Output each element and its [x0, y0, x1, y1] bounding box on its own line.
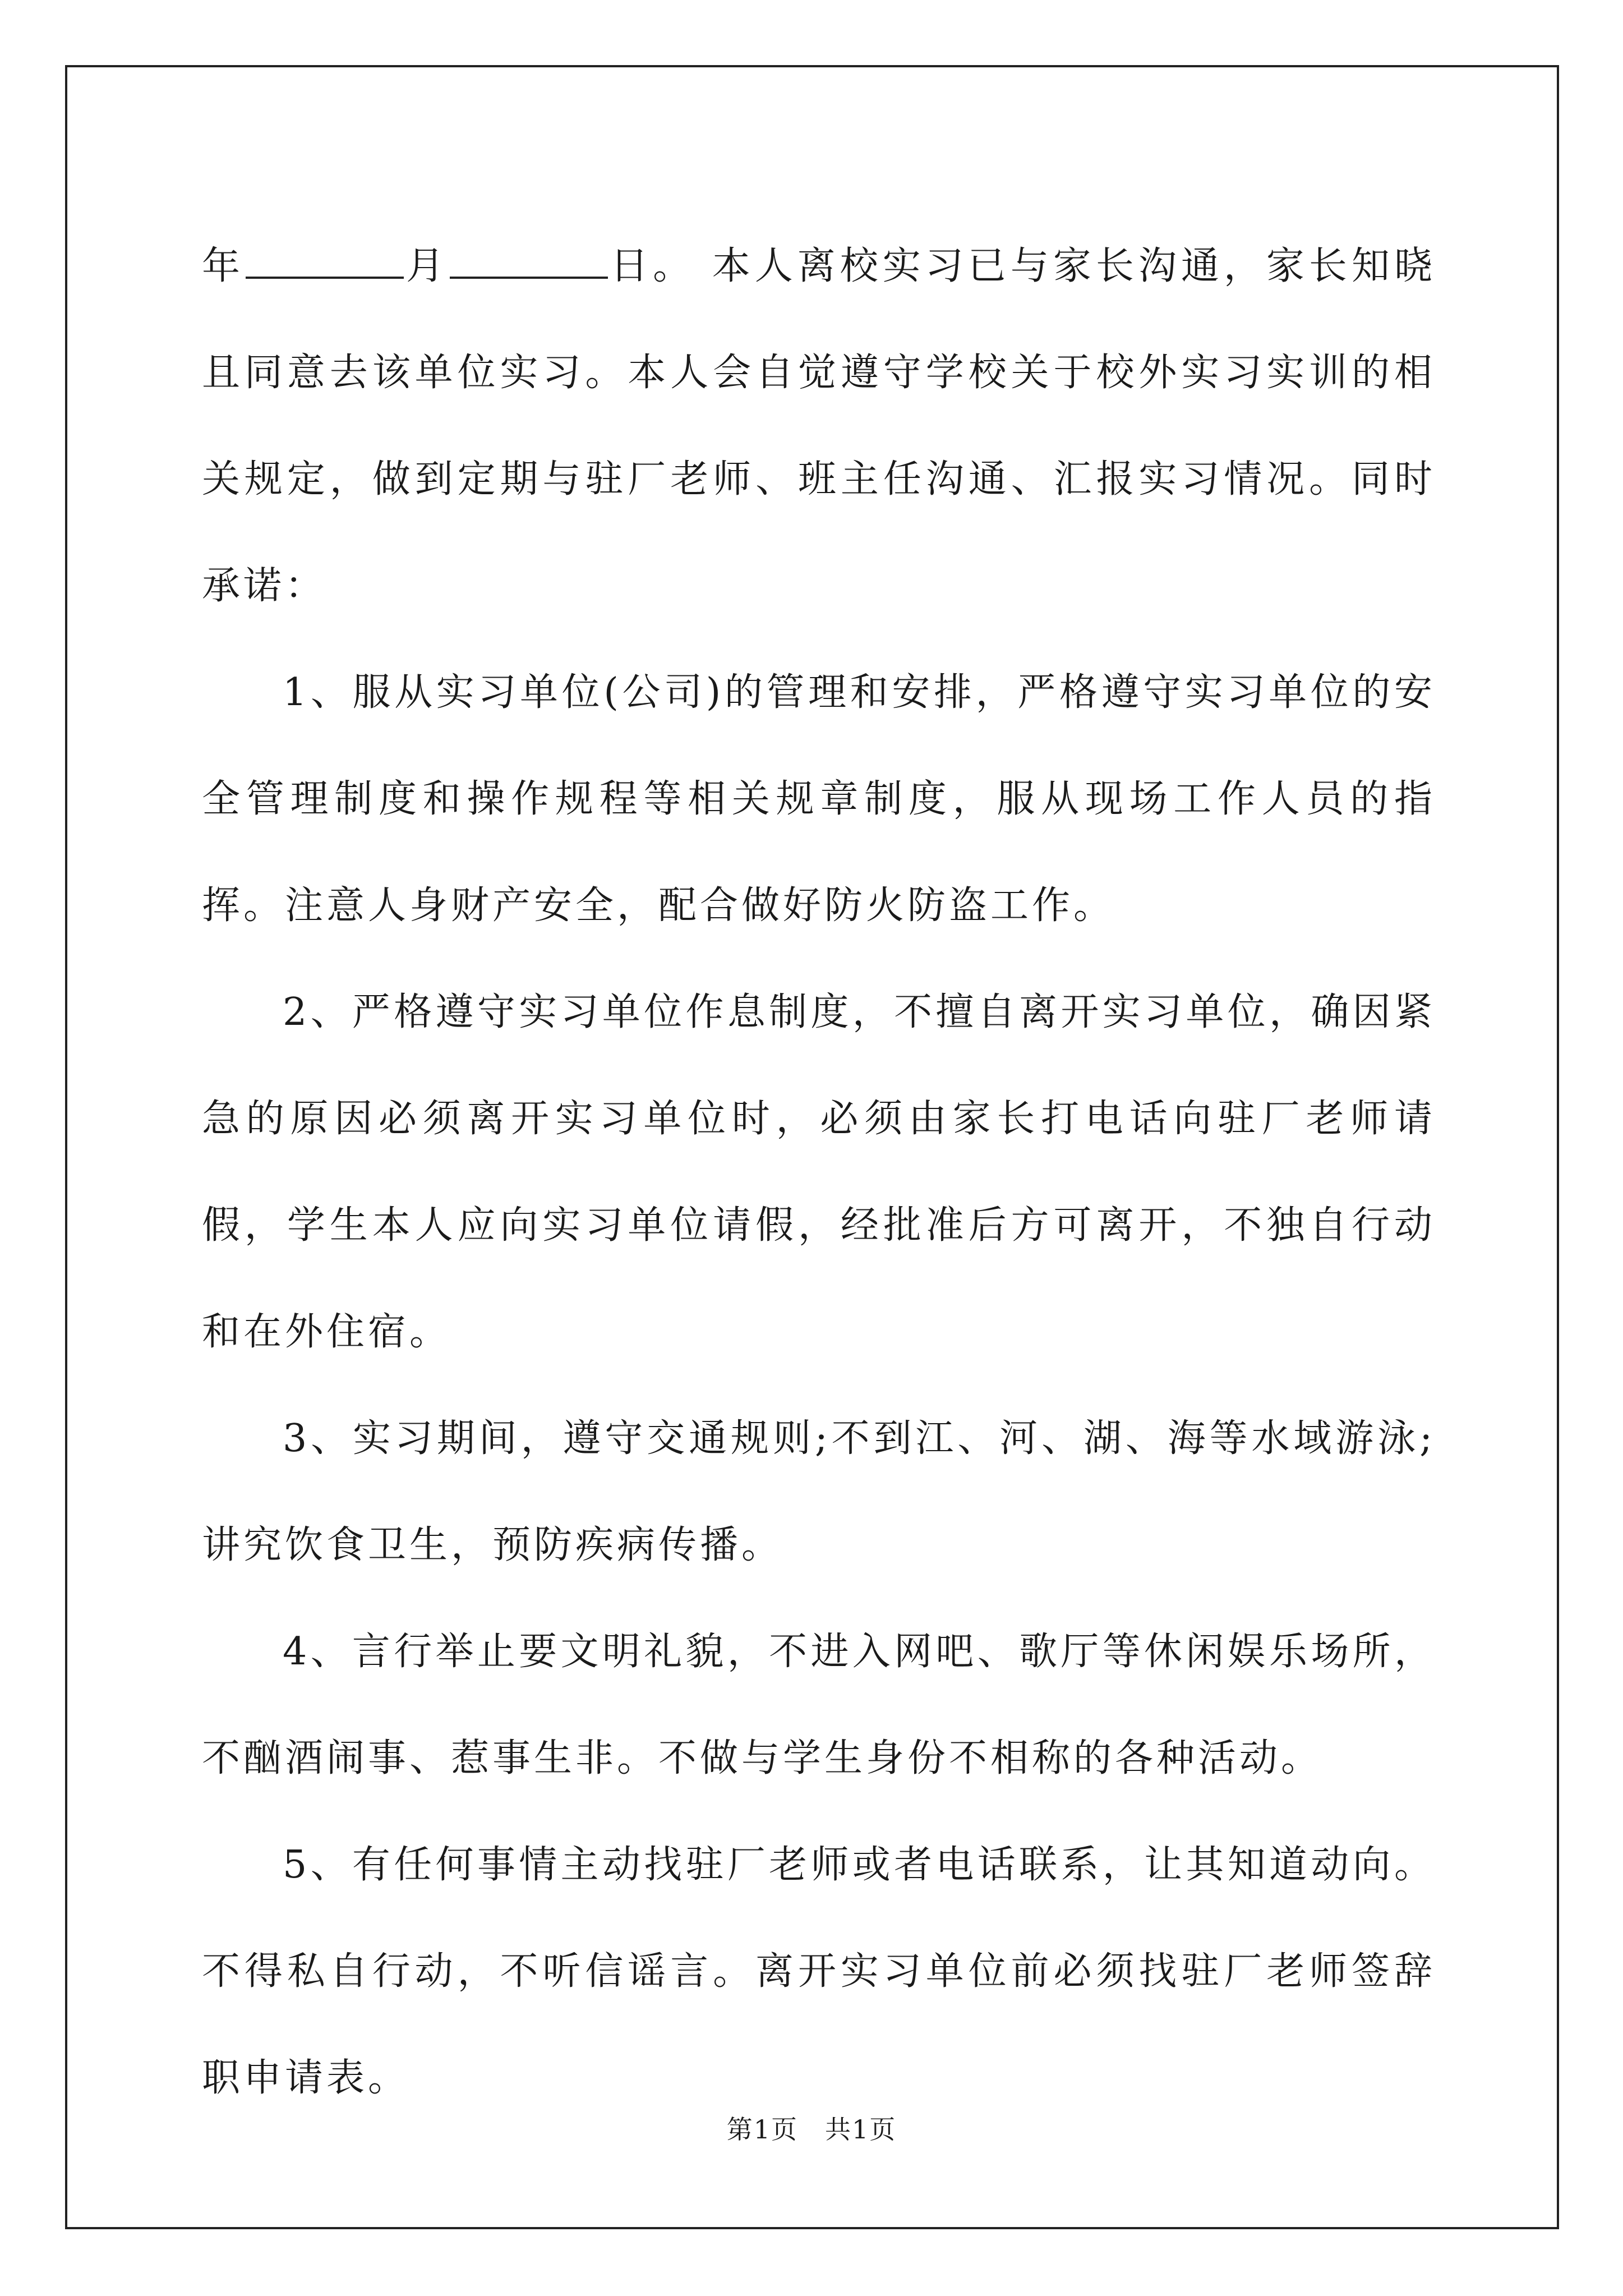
commitment-item-1: 1、服从实习单位(公司)的管理和安排，严格遵守实习单位的安全管理制度和操作规程等相关规章制度，服从现场工作人员的指挥。注意人身财产安全，配合做好防火防盗工作。: [202, 670, 1436, 928]
intro-paragraph: [202, 213, 1436, 639]
page-number-footer: 第1页 共1页: [726, 2114, 897, 2145]
commitment-item-2: 2、严格遵守实习单位作息制度，不擅自离开实习单位，确因紧急的原因必须离开实习单位时，必须由家长打电话向驻厂老师请假，学生本人应向实习单位请假，经批准后方可离开，不独自行动和在外住宿。: [202, 990, 1436, 1354]
commitment-item-4: 4、言行举止要文明礼貌，不进入网吧、歌厅等休闲娱乐场所，不酗酒闹事、惹事生非。不做与学生身份不相称的各种活动。: [202, 1630, 1436, 1780]
commitment-item-3: 3、实习期间，遵守交通规则;不到江、河、湖、海等水域游泳;讲究饮食卫生，预防疾病传播。: [202, 1416, 1436, 1567]
year-label: 年: [202, 244, 245, 288]
month-blank: [246, 244, 404, 279]
commitment-item-5: 5、有任何事情主动找驻厂老师或者电话联系，让其知道动向。不得私自行动，不听信谣言。离开实习单位前必须找驻厂老师签辞职申请表。: [202, 1843, 1436, 2100]
month-label: 月: [405, 244, 449, 288]
intro-text: 日。 本人离校实习已与家长沟通，家长知晓且同意去该单位实习。本人会自觉遵守学校关于校外实习实训的相关规定，做到定期与驻厂老师、班主任沟通、汇报实习情况。同时承诺：: [202, 244, 1436, 608]
day-blank: [450, 244, 608, 279]
document-body: [202, 213, 1436, 2132]
